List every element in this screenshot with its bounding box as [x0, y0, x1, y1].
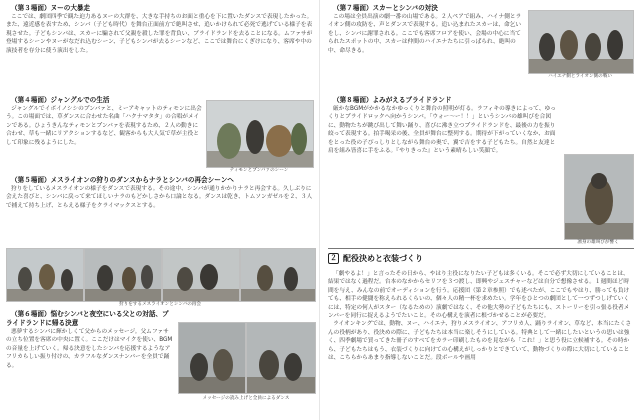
scene-4-body: ジャングルでイボイノシシのプンバァと、ミーアキャットのティモンに出会う。この場面では、草ダンスに合わせた名曲「ハクナマタタ」の合唱がメインである。ひょうきんなティモンとプンバァを表現するため、２人の動きに合わせ、草も一緒にリアクションするなど、観客からも大人気で草が主役として印象に残るようにした。: [6, 106, 202, 146]
scene-7-section: [328, 4, 524, 55]
battle-caption: ハイエナ側とライオン側の戦い: [548, 74, 612, 79]
scene-5-body: 狩りをしているメスライオンの様子をダンスで表現する。その途中、シンバが通りかかりナラと再会する。久しぶりに会えた喜びと、シンバに戻って来てほしいナラのもどかしさから口論となる。ダンスは乾き、トムソンガゼルを２、３人で捕えて持ち上げ、とらえる様子をクライマックスとする。: [6, 186, 313, 209]
hunt-photo-3: [162, 248, 240, 302]
scene-4-heading: （第４場面）ジャングルでの生活: [11, 96, 110, 104]
scene-6-body: 悪夢するシンバに輝かしくて父からのメッセージ。父ムファサの立ち位置を客席の中央に置く。ここだけはマイクを使い、BGMの音量を上げていく。帰る決意をしたシンバを応援するようなアフリカらしい振り付けの、カラフルなダンスナンバーを全員で踊る。: [6, 329, 173, 369]
message-caption: メッセージの読み上げと全員によるダンス: [202, 396, 290, 401]
hunt-photo-1: [6, 248, 84, 302]
section-2-title: 配役決めと衣装づくり: [343, 254, 423, 263]
section-2-paragraph-2: ライオンキングでは、動物、ヌー、ハイエナ、狩りメスライオン、アフリカ人、踊りライオン、草など、本当にたくさんの役柄があり、役決めの際に、子どもたちは本当に楽しそうにしている。特典として一緒にしたいというの思いは強く、四季劇場で買ってきた冊子のすべてをカラー印刷したものを見ながら「これ！」と思う役に立候補する。その時から、子どもたちはもう、衣装づくりに向けての心構えがしっかりとできていて、動物づくりの際に大切にしていることは、こちらからあまり指導しないことだ。段ボールや画用: [328, 321, 632, 362]
scene-7-heading: （第７場面）スカーとシンバの対決: [333, 4, 438, 12]
timon-pumbaa-photo: [206, 100, 314, 168]
hunt-caption: 狩りをするメスライオンとシンバの再会: [119, 302, 201, 307]
scene-5-heading: （第５場面）メスライオンの狩りのダンスからナラとシンバの再会シーンへ: [11, 176, 234, 184]
scene-3-heading: （第３場面）ヌーの大暴走: [11, 4, 91, 12]
roar-caption: 凛身の雄叫びが響く: [577, 240, 619, 245]
scene-5-section: [6, 176, 314, 210]
hunt-photo-4: [240, 248, 316, 302]
scene-8-heading: （第８場面）よみがえるプライドランド: [333, 96, 452, 104]
timon-pumbaa-caption: ティモンとプンバァのシーン: [229, 168, 289, 173]
section-2-rule: [328, 248, 634, 249]
message-photo-1: [178, 322, 246, 394]
scene-7-body: この場は全員出演の劇一番の山場である。２人ペアで組み、ハイナ側とライオン側の攻防を、声とダンスで表現する。追い込まれたスカーは、命乞いをし、シンバに謝罪される。ここでも客席フロアを使い、会場の中心に当てられたスポットの中、スカーは仲間のハイエナたちに引っぱられ、絶叫の中、命尽きる。: [328, 14, 522, 54]
scene-4-section: [6, 96, 202, 147]
scene-3-body: ここでは、劇団四季で観た迫力あるヌーの大群を、大きな手持ちのお面と重心を下に置いたダンスで表現したかった。また、遠近感を表すため、シンバ（子ども時代）を舞台正面前方で絶叫させ、追いかけられて必死で逃げている様子を表現させた。子どもシンバは、スカーに騙されて父親を殺した罪を背負い、ブライドランドを去ることになる。ムファサが登場するシーンやヌーがなだれ込むシーン、子どもシンバが去るシーンなど、ここでは舞台にくぎけになり、客席や中の演技者を存分に使う演出をした。: [6, 14, 313, 54]
scene-6-section: [6, 310, 174, 370]
hunt-photo-2: [84, 248, 162, 302]
section-2-body: [328, 270, 634, 362]
page-gutter: [319, 0, 320, 420]
scene-8-section: [328, 96, 560, 155]
scene-6-heading: （第６場面）悩むシンバと夜空にいる父との対話、プライドランドに帰る決意: [6, 310, 169, 327]
section-2-number: ２: [330, 254, 337, 262]
message-photo-2: [246, 322, 316, 394]
section-2-paragraph-1: 「劇やるよ！」と言ったその日から、やはり主役になりたい子どもは多くいる。そこで必ず大切にしていることは、結果ではなく過程だ。台本のなかからセリフを３つ渡し、即興やジェスチャーなどは自分で想像させる。１週間ほど時間を与え、みんなの前でオーディションを行う。応援団（第２章参照）でも述べたが、ここでもやはり、勝っても負けても、相手の健闘を称えられるくらいの、個々人の精一杯を求めたい。学年をひとつの劇団として一つずつしげていくには、特定の何人がスター（なるための）演劇ではなく、その他大勢の子どもたちにも、ストーリーを引っ張る役者メンバーを同行に捉えるようでたいこと。その心構えを演者に根づかせることが必要だ。: [328, 271, 630, 320]
scene-3-section: [6, 4, 314, 55]
battle-photo: [528, 10, 634, 74]
section-2-heading: [328, 253, 423, 264]
scene-8-body: 厳かなBGMがかかるなかゆっくりと舞台の照明が灯る。ラフィキの導きによって、ゆっくりとプライドロックへ向かうシンバ。「ウォー～ー！！」というシンバの雄叫びを合図に、動物たちが跳び出して舞い踊り、喜びに沸き立つプライドランドを、最後の力を振り絞って表現する。拍手喝采の後、全員が舞台に整列する。期待が下がっていくなか、お面をとった役の子ぴっしりとしながら舞台の奥で、翼で吉をする子どもたち。自然と友達と肩を組み皆喜に手をふる。『やりきった』という素晴らしい笑顔で。: [328, 106, 556, 155]
roar-photo: [564, 154, 634, 240]
